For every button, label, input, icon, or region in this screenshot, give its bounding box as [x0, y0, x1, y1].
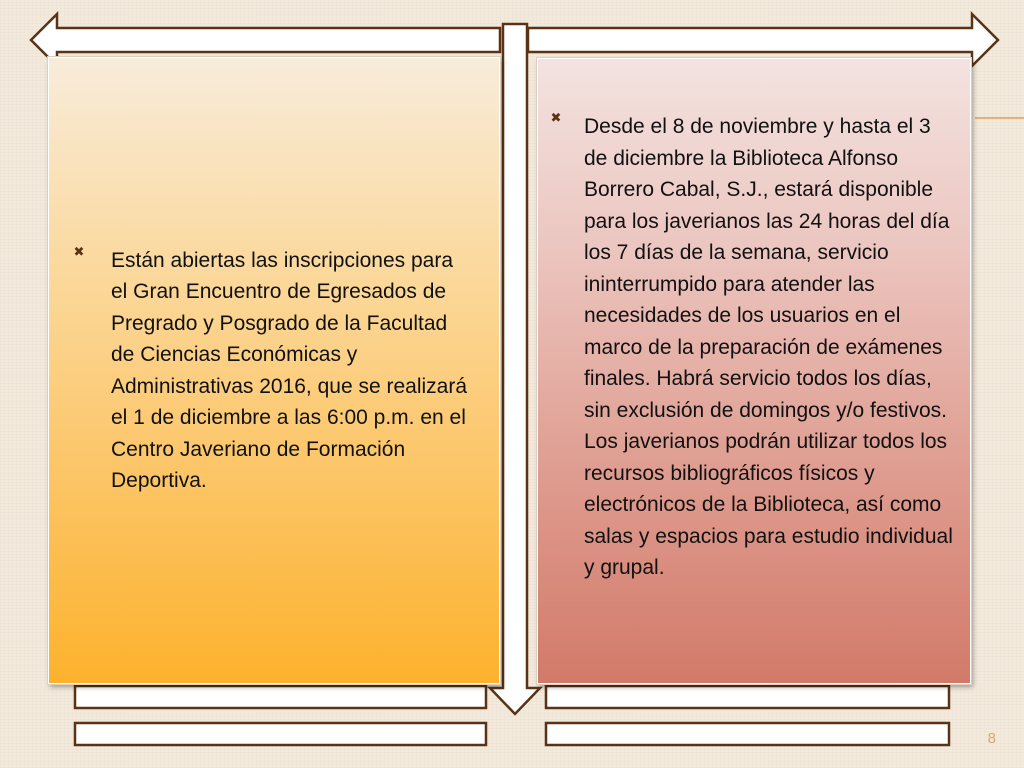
left-bullet-text: Están abiertas las inscripciones para el Gran Encuentro de Egresados de Pregrado y Posgrado de la Facultad de Ciencias Económicas y Administrativas 2016, que se realizará el 1 de diciembre a las 6:00 p.m. en el Centro Javeriano de Formación Deportiva.	[111, 248, 468, 492]
right-bullet-text: Desde el 8 de noviembre y hasta el 3 de diciembre la Biblioteca Alfonso Borrero Cabal, S.J., estará disponible para los javerianos las 24 horas del día los 7 días de la semana, servicio ininterrumpido para atender las necesidades de los usuarios en el marco de la preparación de exámenes finales. Habrá servicio todos los días, sin exclusión de domingos y/o festivos. Los javerianos podrán utilizar todos los recursos bibliográficos físicos y electrónicos de la Biblioteca, así como salas y espacios para estudio individual y grupal.	[584, 115, 953, 579]
x-mark-icon: ✖	[550, 110, 562, 125]
bottom-bar-right-lower	[546, 723, 949, 745]
left-content-panel	[48, 57, 500, 684]
accent-line	[975, 117, 1024, 119]
page-number: 8	[987, 730, 996, 747]
right-content-panel	[537, 58, 971, 684]
bottom-bar-left-lower	[75, 723, 486, 745]
x-mark-icon: ✖	[73, 243, 85, 259]
left-bullet-item	[73, 243, 475, 497]
bottom-bar-left-upper	[75, 686, 486, 708]
bottom-bar-right-upper	[546, 686, 949, 708]
right-bullet-item	[550, 110, 958, 584]
